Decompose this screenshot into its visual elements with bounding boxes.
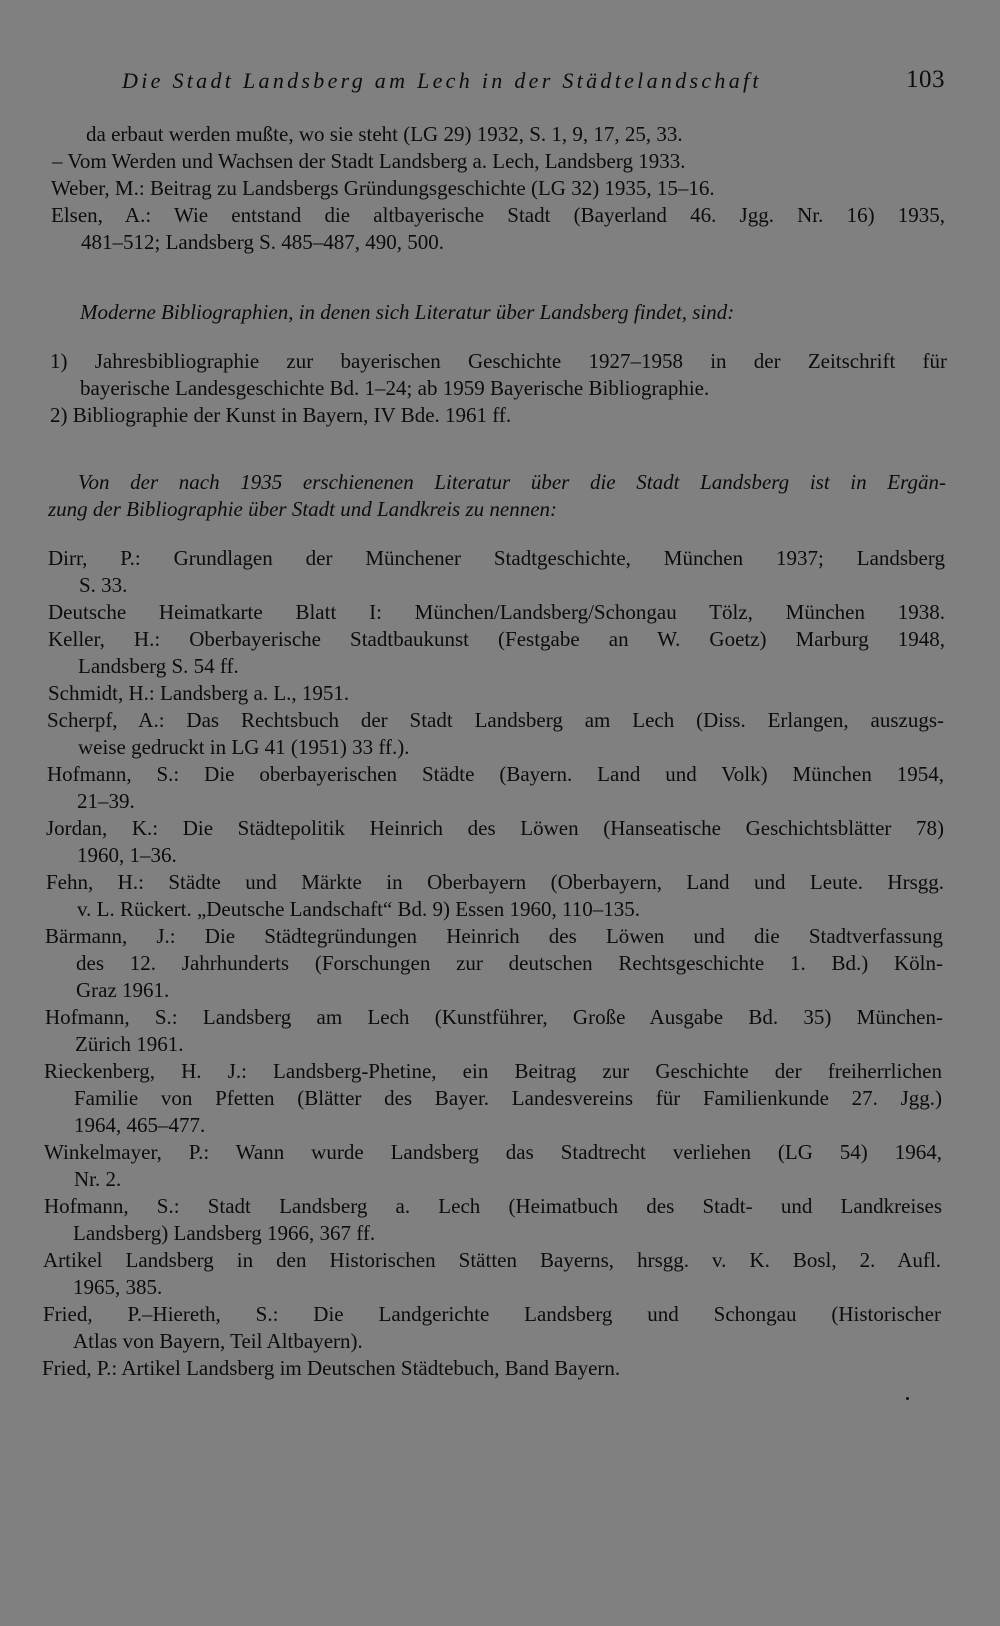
text-line: 21–39. (77, 789, 135, 813)
text-line: 1964, 465–477. (74, 1113, 206, 1137)
text-line: Fried, P.: Artikel Landsberg im Deutschen Städtebuch, Band Bayern. (42, 1356, 621, 1380)
text-line: Graz 1961. (76, 978, 170, 1002)
text-line: Hofmann, S.: Landsberg am Lech (Kunstführer, Große Ausgabe Bd. 35) München- (45, 1005, 943, 1029)
text-line: Winkelmayer, P.: Wann wurde Landsberg das Stadtrecht verliehen (LG 54) 1964, (44, 1140, 942, 1164)
text-line: weise gedruckt in LG 41 (1951) 33 ff.). (78, 735, 410, 759)
text-line: Jordan, K.: Die Städtepolitik Heinrich des Löwen (Hanseatische Geschichtsblätter 78) (46, 816, 944, 840)
text-line: 2) Bibliographie der Kunst in Bayern, IV Bde. 1961 ff. (50, 403, 512, 427)
text-line: Artikel Landsberg in den Historischen Stätten Bayerns, hrsgg. v. K. Bosl, 2. Aufl. (43, 1248, 941, 1272)
text-line: 1) Jahresbibliographie zur bayerischen Geschichte 1927–1958 in der Zeitschrift für (50, 349, 947, 373)
text-line: Zürich 1961. (75, 1032, 184, 1056)
text-line: Landsberg) Landsberg 1966, 367 ff. (73, 1221, 376, 1245)
text-line: 1965, 385. (73, 1275, 163, 1299)
text-line: v. L. Rückert. „Deutsche Landschaft“ Bd. 9) Essen 1960, 110–135. (77, 897, 640, 921)
text-line: Scherpf, A.: Das Rechtsbuch der Stadt Landsberg am Lech (Diss. Erlangen, auszugs- (47, 708, 944, 732)
print-speck (906, 1397, 909, 1400)
page-number: 103 (906, 66, 945, 93)
text-line: des 12. Jahrhunderts (Forschungen zur deutschen Rechtsgeschichte 1. Bd.) Köln- (76, 951, 943, 975)
text-line: Schmidt, H.: Landsberg a. L., 1951. (48, 681, 350, 705)
text-line: Weber, M.: Beitrag zu Landsbergs Gründungsgeschichte (LG 32) 1935, 15–16. (51, 176, 715, 200)
text-line: – Vom Werden und Wachsen der Stadt Landsberg a. Lech, Landsberg 1933. (52, 149, 686, 173)
text-line: Elsen, A.: Wie entstand die altbayerische Stadt (Bayerland 46. Jgg. Nr. 16) 1935, (51, 203, 945, 227)
text-line: Hofmann, S.: Stadt Landsberg a. Lech (Heimatbuch des Stadt- und Landkreises (44, 1194, 942, 1218)
text-line: bayerische Landesgeschichte Bd. 1–24; ab 1959 Bayerische Bibliographie. (80, 376, 710, 400)
text-line: Fried, P.–Hiereth, S.: Die Landgerichte Landsberg und Schongau (Historischer (43, 1302, 941, 1326)
text-line: Fehn, H.: Städte und Märkte in Oberbayern (Oberbayern, Land und Leute. Hrsgg. (46, 870, 944, 894)
text-line: Nr. 2. (74, 1167, 122, 1191)
text-line: Landsberg S. 54 ff. (78, 654, 239, 678)
text-line: Bärmann, J.: Die Städtegründungen Heinrich des Löwen und die Stadtverfassung (45, 924, 943, 948)
text-line: Rieckenberg, H. J.: Landsberg-Phetine, ein Beitrag zur Geschichte der freiherrlichen (44, 1059, 942, 1083)
text-line: Familie von Pfetten (Blätter des Bayer. Landesvereins für Familienkunde 27. Jgg.) (74, 1086, 942, 1110)
text-line: da erbaut werden mußte, wo sie steht (LG 29) 1932, S. 1, 9, 17, 25, 33. (86, 122, 683, 146)
section-heading: zung der Bibliographie über Stadt und Landkreis zu nennen: (48, 497, 558, 521)
text-line: 481–512; Landsberg S. 485–487, 490, 500. (81, 230, 445, 254)
text-line: Hofmann, S.: Die oberbayerischen Städte (Bayern. Land und Volk) München 1954, (47, 762, 944, 786)
running-title: Die Stadt Landsberg am Lech in der Städtelandschaft (122, 68, 762, 93)
section-heading: Moderne Bibliographien, in denen sich Literatur über Landsberg findet, sind: (80, 300, 735, 324)
text-line: Dirr, P.: Grundlagen der Münchener Stadtgeschichte, München 1937; Landsberg (48, 546, 945, 570)
text-line: Atlas von Bayern, Teil Altbayern). (73, 1329, 363, 1353)
text-line: S. 33. (79, 573, 128, 597)
running-head (0, 62, 1000, 102)
text-line: Keller, H.: Oberbayerische Stadtbaukunst (Festgabe an W. Goetz) Marburg 1948, (48, 627, 945, 651)
text-line: Deutsche Heimatkarte Blatt I: München/Landsberg/Schongau Tölz, München 1938. (48, 600, 945, 624)
text-line: 1960, 1–36. (77, 843, 177, 867)
section-heading: Von der nach 1935 erschienenen Literatur über die Stadt Landsberg ist in Ergän- (78, 470, 946, 494)
